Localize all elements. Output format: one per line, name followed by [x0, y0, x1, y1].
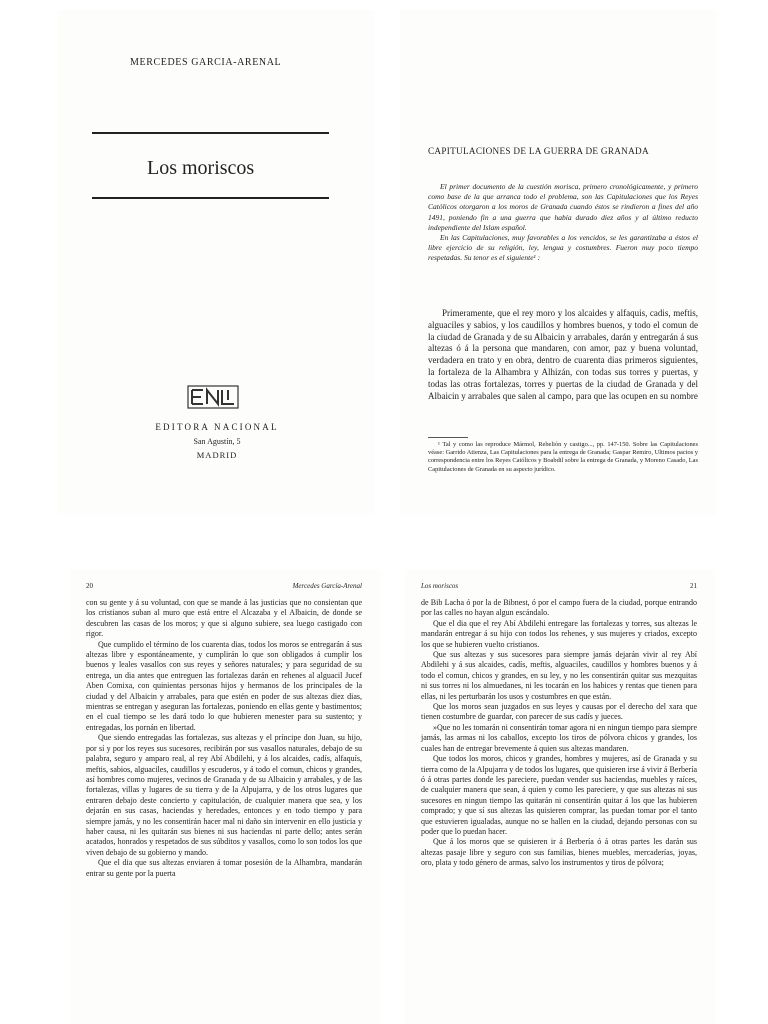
body-paragraph: Primeramente, que el rey moro y los alcaides y alfaquis, cadis, meftis, alguaciles y sabios, y los caudillos y hombres buenos, y todo el comun de la ciudad de Granada y de su Albaicin y arrabales, darán y entregarán á sus altezas ó á la persona que mandaren, con amor, paz y buena voluntad, verdadera en trato y en obra, dentro de cuarenta dias primeros siguientes, la fortaleza de la Alhambra y Alhizán, con todas sus torres y puertas, y todas las otras fortalezas, torres y puertas de la ciudad de Granada y del Albaicin y arrabales que salen al campo, para que las ocupen en su nombre	[428, 308, 698, 401]
paragraph: con su gente y á su voluntad, con que se mande á las justicias que no consientan que los cristianos suban al muro que está entre el Alcazaba y el Albaicin, de donde se descubren las casas de los moros; y que si alguno subiere, sea luego castigado con rigor.	[86, 598, 362, 639]
paragraph: Que todos los moros, chicos y grandes, hombres y mujeres, así de Granada y su tierra como de la Alpujarra y de todos los lugares, que quisieren irse á vivir á Berbería ó á otras partes donde les pareciere, puedan vender sus haciendas, muebles y raíces, de cualquier manera que sean, á quien y como les pareciere, y que sus altezas ni sus sucesores en ningun tiempo las quitarán ni consentirán quitar á los que las hubieren comprado; y que sí sus altezas las quisieren comprar, las puedan tomar por el tanto que estuvieren igualadas, aunque no se hallen en la ciudad, dejando personas con su poder que lo puedan hacer.	[421, 754, 697, 836]
paragraph: Que siendo entregadas las fortalezas, sus altezas y el príncipe don Juan, su hijo, por sí y por los reyes sus sucesores, recibirán por sus vasallos naturales, debajo de su palabra, seguro y amparo real, al rey Abí Abdilehi, y á los alcaides, cadís, alfaquís, meftis, sabios, alguaciles, caudillos y escuderos, y á todo el comun, chicos y grandes, así hombres como mujeres, vecinos de Granada y de su Albaicin y arrabales, y de las fortalezas, villas y lugares de su tierra y de la Alpujarra, y de los otros lugares que entraren debajo deste concierto y capitulación, de cualquier manera que sea, y los dejarán en sus casas, haciendas y heredades, entonces y en todo tiempo y para siempre jamás, y no les consentirán hacer mal ni daño sin intervenir en ello justicia y haber causa, ni les quitarán sus bienes ni sus haciendas ni parte dello; antes serán acatados, honrados y respetados de sus súbditos y vasallos, como lo son todos los que viven debajo de su gobierno y mando.	[86, 733, 362, 857]
publisher-address: San Agustín, 5	[193, 437, 241, 446]
page-20-text	[86, 598, 362, 879]
paragraph: Que á los moros que se quisieren ir á Berbería ó á otras partes les darán sus altezas pasaje libre y seguro con sus familias, bienes muebles, mercaderías, joyas, oro, plata y todo género de armas, salvo los instrumentos y tiros de pólvora;	[421, 837, 697, 868]
page-21-text	[421, 598, 697, 869]
title-page	[57, 10, 375, 515]
publisher-logo-icon	[187, 385, 239, 409]
title-rule-bottom	[92, 197, 329, 199]
page-number: 20	[86, 582, 93, 590]
page-21	[405, 570, 715, 1024]
paragraph: Que sus altezas y sus sucesores para siempre jamás dejarán vivir al rey Abí Abdilehi y á sus alcaides, cadís, meftis, alguaciles, caudillos y hombres buenos y á todo el comun, chicos y grandes, en su ley, y no les consentirán quitar sus mezquitas ni sus torres ni los almuedanes, ni les tocarán en los habices y rentas que tienen para ellas, ni les perturbarán los usos y costumbres en que están.	[421, 650, 697, 701]
paragraph: de Bib Lacha ó por la de Bibnest, ó por el campo fuera de la ciudad, porque entrando por las calles no hayan algun escándalo.	[421, 598, 697, 618]
paragraph: Que los moros sean juzgados en sus leyes y causas por el derecho del xara que tienen costumbre de guardar, con parecer de sus cadís y jueces.	[421, 702, 697, 722]
intro-paragraph: El primer documento de la cuestión morisca, primero cronológicamente, y primero como base de la que arranca todo el problema, son las Capitulaciones que los Reyes Católicos otorgaron a los moros de Granada cuando éstos se rindieron a fines del año 1491, poniendo fin a una guerra que había durado diez años y al último reducto independiente del Islam español.	[428, 182, 698, 232]
book-title: Los moriscos	[147, 157, 255, 179]
intro-text	[428, 182, 698, 264]
paragraph: Que cumplido el término de los cuarenta dias, todos los moros se entregarán á sus altezas libre y espontáneamente, y cumplirán lo que son obligados á cumplir los buenos y leales vasallos con sus reyes y señores naturales; y para seguridad de su entrega, un dia antes que entreguen las fortalezas darán en rehenes al alguacil Jucef Aben Comixa, con quinientas personas hijos y hermanos de los principales de la ciudad y del Albaicin y arrabales, para que estén en poder de sus altezas diez dias, mientras se entregan y aseguran las fortalezas, poniendo en ellas gente y bastimentos; en el cual tiempo se les dará todo lo que hubieren menester para su sustento; y entregadas, los pornán en libertad.	[86, 639, 362, 732]
chapter-heading: CAPITULACIONES DE LA GUERRA DE GRANADA	[428, 146, 649, 156]
running-head: Mercedes García-Arenal	[292, 582, 362, 590]
first-text-page	[400, 10, 716, 515]
paragraph: »Que no les tomarán ni consentirán tomar agora ni en ningun tiempo para siempre jamás, las armas ni los caballos, excepto los tiros de pólvora chicos y grandes, los cuales han de entregar brevemente á quien sus altezas mandaren.	[421, 722, 697, 753]
footnote-text: ¹ Tal y como las reproduce Mármol, Rebelión y castigo..., pp. 147-150. Sobre las Capitulaciones véase: Garrido Atienza, Las Capitulaciones para la entrega de Granada; Gaspar Remiro, Ultimos pactos y correspondencia entre los Reyes Católicos y Boabdil sobre la entrega de Granada, y Moreno Casado, Las Capitulaciones de Granada en su aspecto jurídico.	[428, 441, 698, 473]
publisher-city: MADRID	[196, 450, 238, 460]
footnote	[428, 441, 698, 474]
author-name: MERCEDES GARCIA-ARENAL	[130, 57, 282, 68]
intro-paragraph: En las Capitulaciones, muy favorables a los vencidos, se les garantizaba a éstos el libre ejercicio de su religión, ley, lengua y costumbres. Fueron muy poco tiempo respetadas. Su tenor es el siguiente¹ :	[428, 233, 698, 263]
page-20	[70, 570, 380, 1024]
page-number: 21	[690, 582, 697, 590]
paragraph: Que el dia que el rey Abí Abdilehi entregare las fortalezas y torres, sus altezas le mandarán entregar á su hijo con todos los rehenes, y sus mujeres y criados, excepto los que se hubieren vuelto cristianos.	[421, 618, 697, 649]
title-rule-top	[92, 132, 329, 134]
running-head: Los moriscos	[421, 582, 459, 590]
publisher-name: EDITORA NACIONAL	[155, 422, 279, 432]
footnote-rule	[428, 437, 468, 438]
body-text	[428, 308, 698, 402]
paragraph: Que el dia que sus altezas enviaren á tomar posesión de la Alhambra, mandarán entrar su gente por la puerta	[86, 858, 362, 878]
